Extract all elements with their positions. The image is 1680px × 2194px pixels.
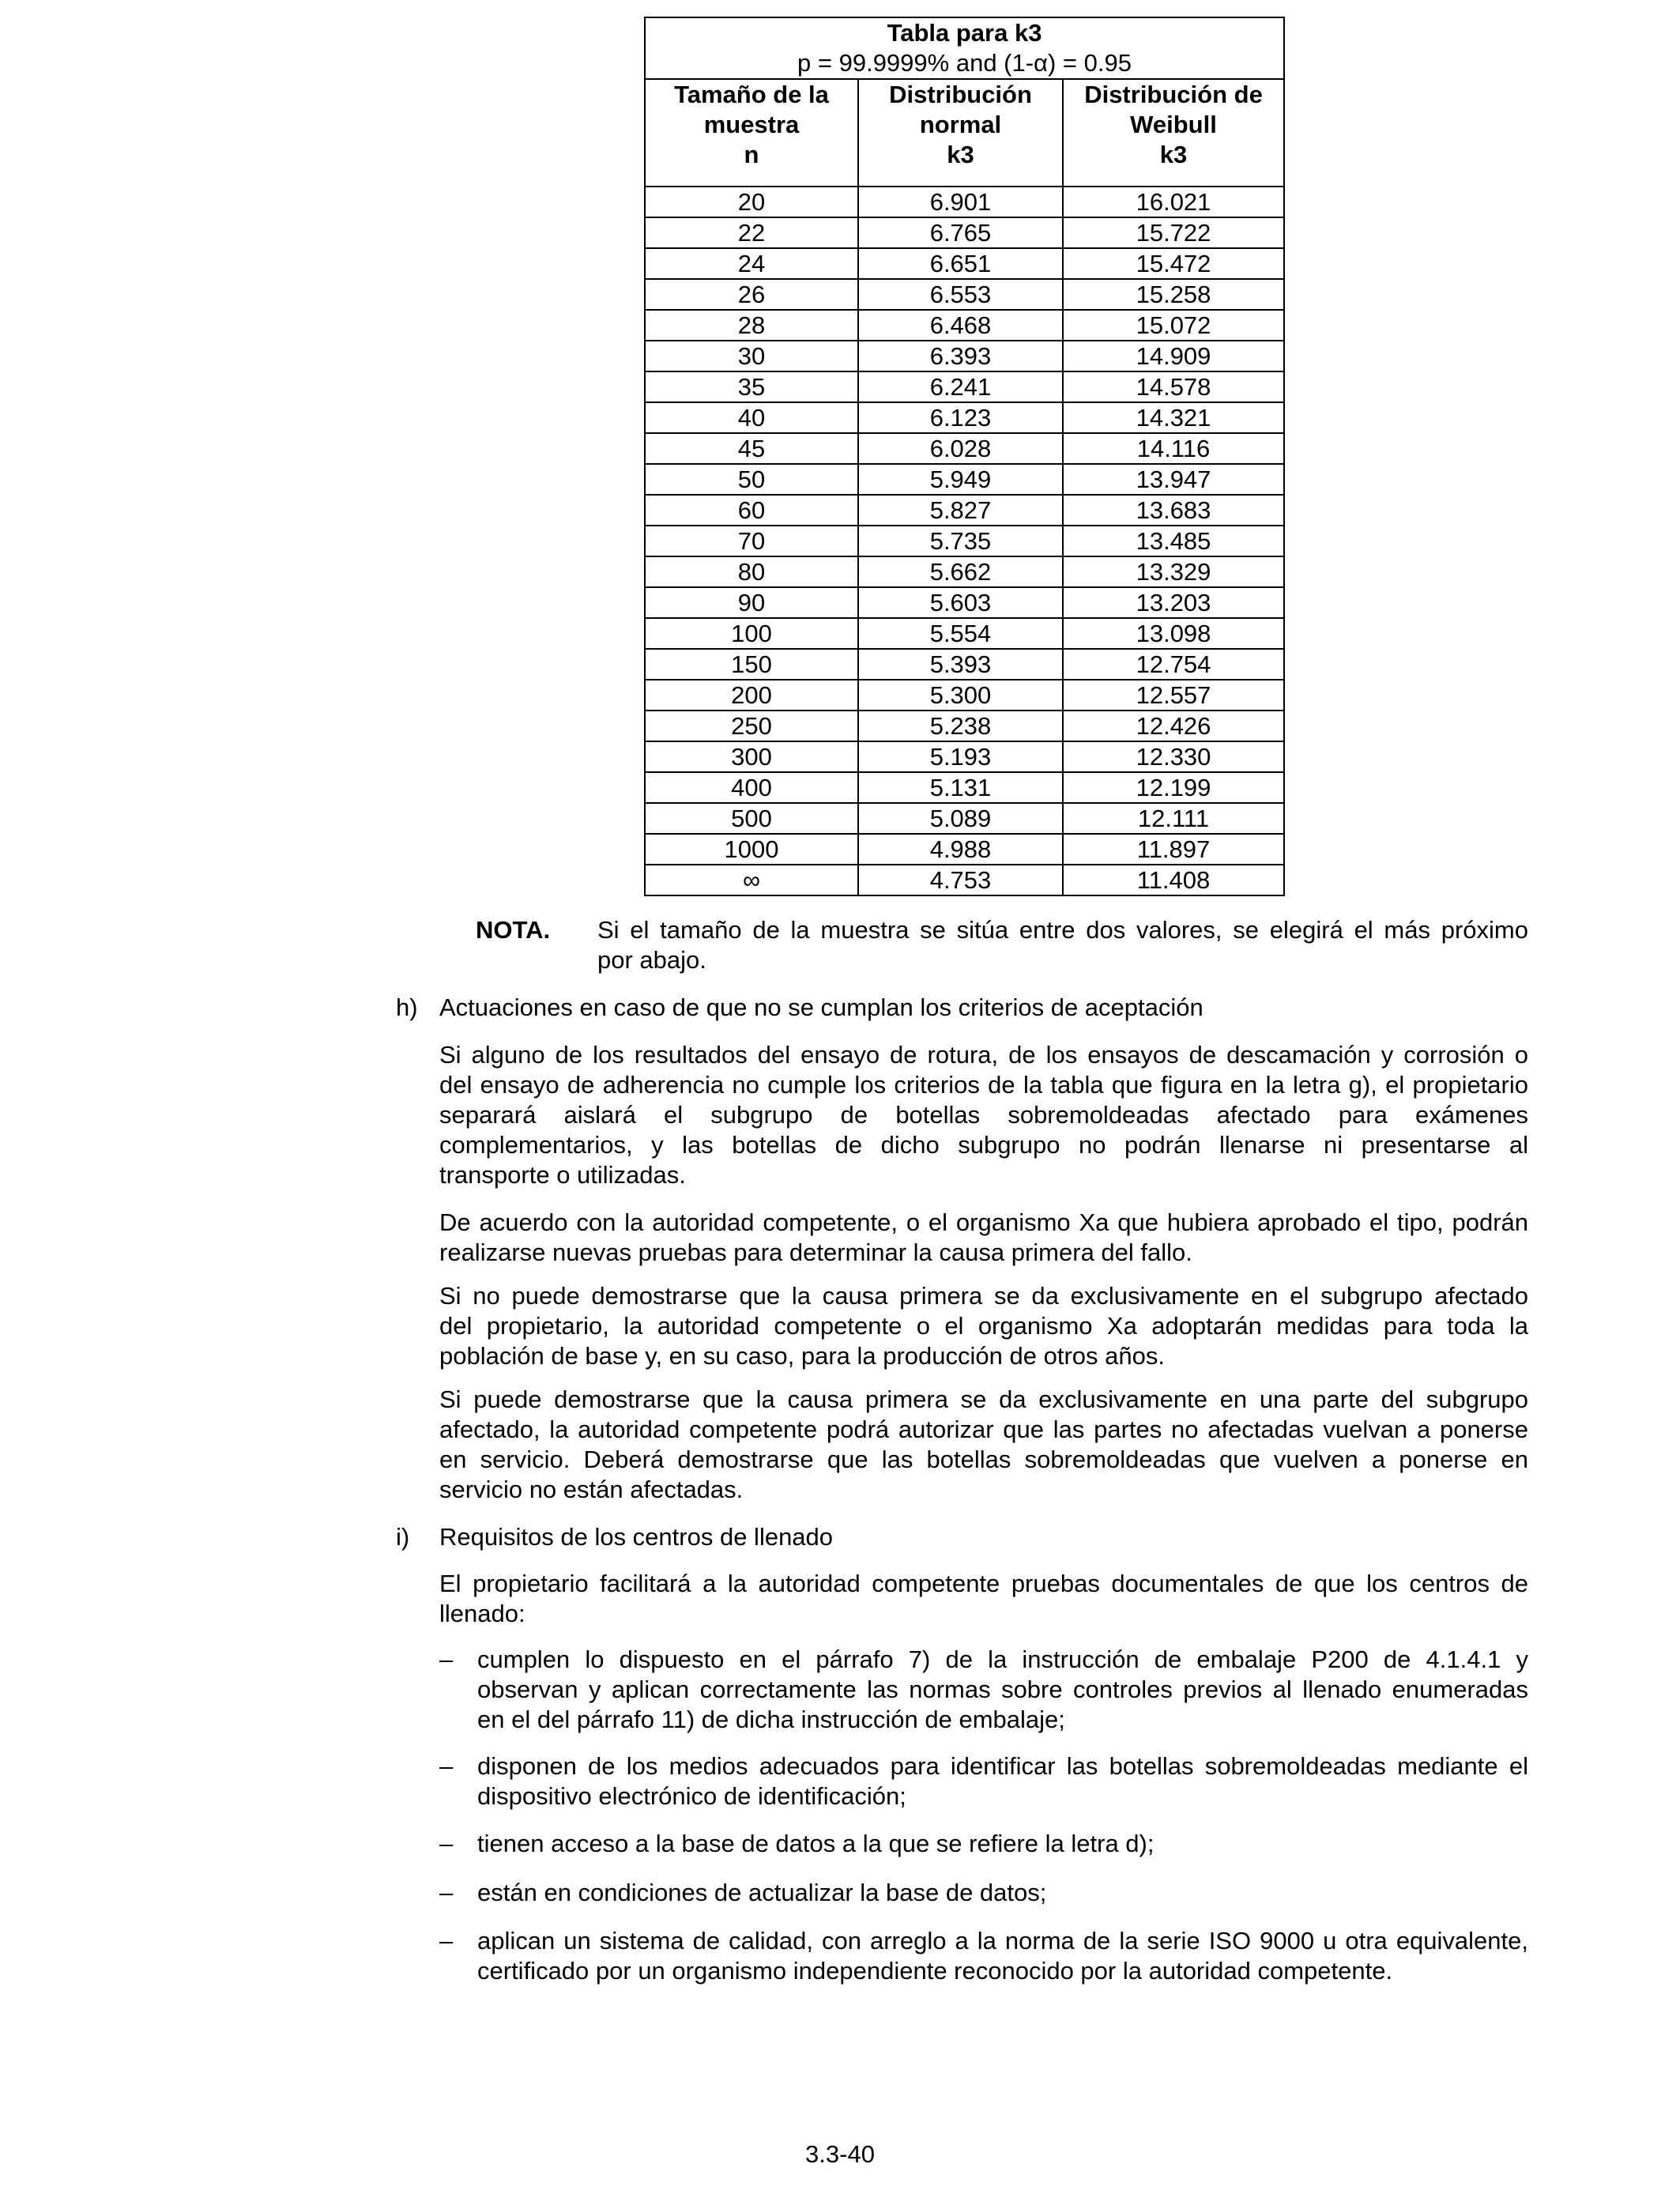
weibull-k3-cell: 14.321 (1063, 402, 1284, 433)
normal-k3-cell: 6.651 (858, 248, 1063, 279)
weibull-k3-cell: 16.021 (1063, 187, 1284, 217)
sample-size-cell: 80 (645, 556, 858, 587)
note-label: NOTA. (476, 916, 551, 944)
sample-size-cell: 40 (645, 402, 858, 433)
table-row (645, 371, 1284, 402)
normal-k3-cell: 6.393 (858, 341, 1063, 371)
table-row (645, 680, 1284, 711)
bullet-dash: – (439, 1927, 454, 1955)
bullet-item (477, 1645, 1528, 1735)
normal-k3-cell: 5.735 (858, 526, 1063, 556)
table-row (645, 618, 1284, 649)
sample-size-cell: 100 (645, 618, 858, 649)
sample-size-cell: 1000 (645, 834, 858, 865)
table-row (645, 433, 1284, 464)
normal-k3-cell: 6.553 (858, 279, 1063, 310)
normal-k3-cell: 5.662 (858, 556, 1063, 587)
weibull-k3-cell: 15.258 (1063, 279, 1284, 310)
normal-k3-cell: 4.753 (858, 865, 1063, 895)
table-row (645, 279, 1284, 310)
section-i-intro (439, 1569, 1528, 1629)
bullet-line: aplican un sistema de calidad, con arreglo a la norma de la serie ISO 9000 u otra equivalente, (477, 1927, 1528, 1955)
bullet-line: certificado por un organismo independiente reconocido por la autoridad competente. (477, 1957, 1393, 1985)
normal-k3-cell: 6.468 (858, 310, 1063, 341)
normal-k3-cell: 5.131 (858, 772, 1063, 803)
table-row (645, 526, 1284, 556)
weibull-k3-cell: 14.578 (1063, 371, 1284, 402)
normal-k3-cell: 5.300 (858, 680, 1063, 711)
table-row (645, 649, 1284, 680)
paragraph-line: separará aislará el subgrupo de botellas sobremoldeadas afectado para exámenes (439, 1101, 1528, 1129)
weibull-k3-cell: 12.111 (1063, 803, 1284, 834)
table-body (645, 187, 1284, 895)
table-title-cell (645, 17, 1284, 79)
weibull-k3-cell: 15.472 (1063, 248, 1284, 279)
bullet-line: disponen de los medios adecuados para identificar las botellas sobremoldeadas mediante el (477, 1752, 1528, 1780)
table-row (645, 310, 1284, 341)
column-header-sample-size: Tamaño de la muestra n (645, 79, 858, 187)
table-row (645, 464, 1284, 495)
weibull-k3-cell: 13.947 (1063, 464, 1284, 495)
normal-k3-cell: 6.028 (858, 433, 1063, 464)
sample-size-cell: 500 (645, 803, 858, 834)
normal-k3-cell: 5.089 (858, 803, 1063, 834)
bullet-line: tienen acceso a la base de datos a la que se refiere la letra d); (477, 1830, 1155, 1857)
table-row (645, 556, 1284, 587)
page-number: 3.3-40 (805, 2140, 875, 2168)
table-row (645, 587, 1284, 618)
paragraph-line: Si no puede demostrarse que la causa primera se da exclusivamente en el subgrupo afectado (439, 1282, 1528, 1310)
bullet-dash: – (439, 1752, 454, 1780)
sample-size-cell: 70 (645, 526, 858, 556)
table-row (645, 402, 1284, 433)
bullet-item (477, 1829, 1528, 1859)
section-h-marker: h) (396, 993, 418, 1021)
section-h-paragraph-2 (439, 1208, 1528, 1268)
weibull-k3-cell: 12.557 (1063, 680, 1284, 711)
sample-size-cell: 22 (645, 217, 858, 248)
sample-size-cell: 60 (645, 495, 858, 526)
table-row (645, 772, 1284, 803)
section-h-paragraph-4 (439, 1385, 1528, 1505)
table-row (645, 495, 1284, 526)
section-i-heading: Requisitos de los centros de llenado (439, 1523, 834, 1551)
sample-size-cell: 26 (645, 279, 858, 310)
paragraph-line: del propietario, la autoridad competente o el organismo Xa adoptarán medidas para toda la (439, 1312, 1528, 1340)
paragraph-line: llenado: (439, 1600, 525, 1627)
sample-size-cell: ∞ (645, 865, 858, 895)
sample-size-cell: 28 (645, 310, 858, 341)
k3-table (644, 17, 1285, 896)
weibull-k3-cell: 13.098 (1063, 618, 1284, 649)
sample-size-cell: 90 (645, 587, 858, 618)
section-i-marker: i) (396, 1523, 410, 1551)
normal-k3-cell: 5.554 (858, 618, 1063, 649)
paragraph-line: del ensayo de adherencia no cumple los criterios de la tabla que figura en la letra g), el propietario (439, 1071, 1528, 1099)
bullet-item (477, 1878, 1528, 1908)
sample-size-cell: 400 (645, 772, 858, 803)
paragraph-line: Si alguno de los resultados del ensayo de rotura, de los ensayos de descamación y corrosión o (439, 1041, 1528, 1069)
bullet-dash: – (439, 1879, 454, 1906)
weibull-k3-cell: 14.909 (1063, 341, 1284, 371)
section-h-heading: Actuaciones en caso de que no se cumplan los criterios de aceptación (439, 993, 1203, 1021)
paragraph-line: complementarios, y las botellas de dicho subgrupo no podrán llenarse ni presentarse al (439, 1131, 1528, 1159)
normal-k3-cell: 4.988 (858, 834, 1063, 865)
table-title: Tabla para k3 (887, 19, 1042, 47)
bullet-line: observan y aplican correctamente las normas sobre controles previos al llenado enumeradas (477, 1676, 1528, 1703)
weibull-k3-cell: 12.754 (1063, 649, 1284, 680)
table-row (645, 217, 1284, 248)
bullet-dash: – (439, 1646, 454, 1673)
normal-k3-cell: 5.238 (858, 711, 1063, 741)
table-row (645, 865, 1284, 895)
paragraph-line: población de base y, en su caso, para la producción de otros años. (439, 1342, 1165, 1370)
weibull-k3-cell: 11.408 (1063, 865, 1284, 895)
sample-size-cell: 30 (645, 341, 858, 371)
bullet-line: dispositivo electrónico de identificación; (477, 1782, 906, 1810)
sample-size-cell: 24 (645, 248, 858, 279)
sample-size-cell: 200 (645, 680, 858, 711)
table-row (645, 187, 1284, 217)
weibull-k3-cell: 15.072 (1063, 310, 1284, 341)
table-row (645, 248, 1284, 279)
sample-size-cell: 150 (645, 649, 858, 680)
bullet-item (477, 1926, 1528, 1986)
paragraph-line: realizarse nuevas pruebas para determinar la causa primera del fallo. (439, 1238, 1192, 1266)
weibull-k3-cell: 13.329 (1063, 556, 1284, 587)
weibull-k3-cell: 13.485 (1063, 526, 1284, 556)
bullet-item (477, 1751, 1528, 1811)
weibull-k3-cell: 12.330 (1063, 741, 1284, 772)
normal-k3-cell: 6.901 (858, 187, 1063, 217)
sample-size-cell: 300 (645, 741, 858, 772)
paragraph-line: transporte o utilizadas. (439, 1161, 686, 1189)
sample-size-cell: 45 (645, 433, 858, 464)
table-row (645, 741, 1284, 772)
weibull-k3-cell: 12.426 (1063, 711, 1284, 741)
section-h-paragraph-3 (439, 1281, 1528, 1371)
paragraph-line: en servicio. Deberá demostrarse que las botellas sobremoldeadas que vuelven a ponerse en (439, 1446, 1528, 1473)
table-row (645, 341, 1284, 371)
bullet-line: en el del párrafo 11) de dicha instrucción de embalaje; (477, 1706, 1065, 1733)
column-header-weibull: Distribución de Weibull k3 (1063, 79, 1284, 187)
paragraph-line: servicio no están afectadas. (439, 1476, 744, 1503)
table-row (645, 803, 1284, 834)
weibull-k3-cell: 13.203 (1063, 587, 1284, 618)
paragraph-line: De acuerdo con la autoridad competente, o el organismo Xa que hubiera aprobado el tipo, podrán (439, 1208, 1528, 1236)
sample-size-cell: 250 (645, 711, 858, 741)
note-text (597, 915, 1528, 975)
paragraph-line: El propietario facilitará a la autoridad competente pruebas documentales de que los centros de (439, 1570, 1528, 1597)
weibull-k3-cell: 15.722 (1063, 217, 1284, 248)
weibull-k3-cell: 11.897 (1063, 834, 1284, 865)
normal-k3-cell: 5.603 (858, 587, 1063, 618)
column-header-normal: Distribución normal k3 (858, 79, 1063, 187)
section-h-paragraph-1 (439, 1040, 1528, 1190)
bullet-line: están en condiciones de actualizar la base de datos; (477, 1879, 1047, 1906)
normal-k3-cell: 6.123 (858, 402, 1063, 433)
bullet-dash: – (439, 1830, 454, 1857)
note-line: por abajo. (597, 946, 706, 974)
normal-k3-cell: 5.393 (858, 649, 1063, 680)
sample-size-cell: 35 (645, 371, 858, 402)
table-row (645, 711, 1284, 741)
note-line: Si el tamaño de la muestra se sitúa entre dos valores, se elegirá el más próximo (597, 916, 1528, 944)
bullet-line: cumplen lo dispuesto en el párrafo 7) de la instrucción de embalaje P200 de 4.1.4.1 y (477, 1646, 1528, 1673)
weibull-k3-cell: 12.199 (1063, 772, 1284, 803)
normal-k3-cell: 5.193 (858, 741, 1063, 772)
weibull-k3-cell: 13.683 (1063, 495, 1284, 526)
table-row (645, 834, 1284, 865)
sample-size-cell: 20 (645, 187, 858, 217)
normal-k3-cell: 6.241 (858, 371, 1063, 402)
weibull-k3-cell: 14.116 (1063, 433, 1284, 464)
normal-k3-cell: 5.827 (858, 495, 1063, 526)
paragraph-line: Si puede demostrarse que la causa primera se da exclusivamente en una parte del subgrupo (439, 1385, 1528, 1413)
normal-k3-cell: 6.765 (858, 217, 1063, 248)
table-subtitle: p = 99.9999% and (1-α) = 0.95 (797, 49, 1132, 77)
sample-size-cell: 50 (645, 464, 858, 495)
normal-k3-cell: 5.949 (858, 464, 1063, 495)
paragraph-line: afectado, la autoridad competente podrá autorizar que las partes no afectadas vuelvan a ponerse (439, 1416, 1528, 1443)
